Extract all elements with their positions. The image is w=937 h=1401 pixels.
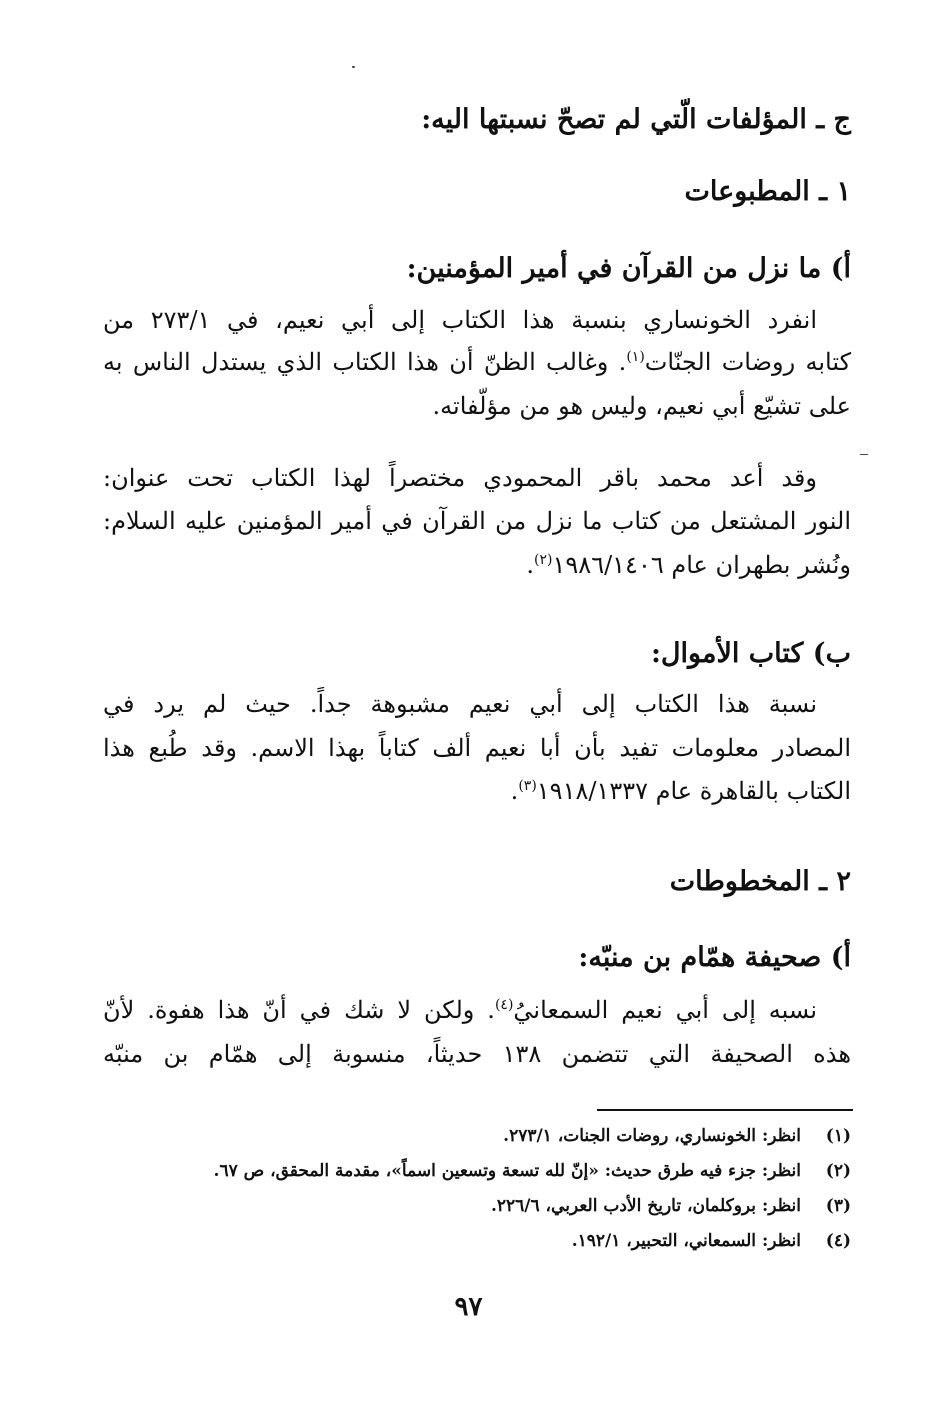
footnote-1 bbox=[503, 1126, 851, 1146]
scan-speck bbox=[352, 66, 355, 68]
footnote-text: انظر: السمعاني، التحبير، ١٩٢/١. bbox=[571, 1231, 801, 1251]
paragraph-1-line-1: انفرد الخونساري بنسبة هذا الكتاب إلى أبي نعيم، في ٢٧٣/١ من bbox=[103, 306, 817, 334]
footnote-number: (٣) bbox=[825, 1196, 851, 1216]
paragraph-3-line-3 bbox=[103, 777, 851, 806]
paragraph-1-line-3: على تشيّع أبي نعيم، وليس هو من مؤلّفاته. bbox=[432, 392, 851, 420]
paragraph-3-line-3-end: . bbox=[510, 777, 519, 805]
item-b-heading: ب) كتاب الأموال: bbox=[650, 638, 851, 669]
footnote-4 bbox=[572, 1231, 851, 1251]
item-a2-heading: أ) صحيفة همّام بن منبّه: bbox=[578, 942, 851, 973]
paragraph-4-line-1-text-b: . ولكن لا شك في أنّ هذا هفوة. لأنّ bbox=[103, 996, 495, 1024]
item-a1-heading: أ) ما نزل من القرآن في أمير المؤمنين: bbox=[406, 253, 851, 284]
paragraph-3-line-3-text: الكتاب بالقاهرة عام ١٩١٨/١٣٣٧ bbox=[536, 777, 851, 805]
paragraph-1-line-2-text-b: . وغالب الظنّ أن هذا الكتاب الذي يستدل الناس به bbox=[103, 348, 627, 376]
paragraph-3-line-2: المصادر معلومات تفيد بأن أبا نعيم ألف كتاباً بهذا الاسم. وقد طُبع هذا bbox=[103, 734, 851, 762]
footnote-2 bbox=[214, 1161, 851, 1181]
paragraph-3-line-1: نسبة هذا الكتاب إلى أبي نعيم مشبوهة جداً. حيث لم يرد في bbox=[103, 690, 817, 718]
footnote-ref-1[interactable]: (١) bbox=[626, 349, 645, 365]
paragraph-4-line-1 bbox=[103, 996, 851, 1025]
footnote-text: انظر: الخونساري، روضات الجنات، ٢٧٣/١. bbox=[503, 1126, 801, 1146]
paragraph-2-line-3 bbox=[103, 551, 851, 580]
footnote-ref-4[interactable]: (٤) bbox=[494, 997, 514, 1013]
section-c-heading: ج ـ المؤلفات الّتي لم تصحّ نسبتها اليه: bbox=[421, 104, 851, 135]
footnote-ref-3[interactable]: (٣) bbox=[518, 778, 537, 794]
manuscripts-heading: ٢ ـ المخطوطات bbox=[669, 866, 851, 897]
paragraph-1-line-2-text-a: كتابه روضات الجنّات bbox=[644, 348, 851, 376]
footnote-number: (١) bbox=[825, 1126, 851, 1146]
footnote-number: (٤) bbox=[825, 1231, 851, 1251]
footnote-separator bbox=[597, 1109, 853, 1111]
paragraph-2-line-3-end: . bbox=[526, 551, 535, 579]
footnote-number: (٢) bbox=[825, 1161, 851, 1181]
paragraph-2-line-1: وقد أعد محمد باقر المحمودي مختصراً لهذا الكتاب تحت عنوان: bbox=[103, 464, 817, 492]
paragraph-2-line-2: النور المشتعل من كتاب ما نزل من القرآن في أمير المؤمنين عليه السلام: bbox=[103, 507, 851, 535]
page-number: ٩٧ bbox=[454, 1292, 483, 1322]
paragraph-1-line-2 bbox=[103, 348, 851, 377]
footnote-text: انظر: جزء فيه طرق حديث: «إنّ لله تسعة وتسعين اسماً»، مقدمة المحقق، ص ٦٧. bbox=[213, 1161, 801, 1181]
printed-works-heading: ١ ـ المطبوعات bbox=[684, 176, 851, 207]
footnote-ref-2[interactable]: (٢) bbox=[534, 552, 553, 568]
paragraph-2-line-3-text: ونُشر بطهران عام ١٩٨٦/١٤٠٦ bbox=[552, 551, 851, 579]
scan-speck bbox=[860, 454, 868, 455]
paragraph-4-line-1-text-a: نسبه إلى أبي نعيم السمعانيُ bbox=[513, 996, 817, 1024]
footnote-text: انظر: بروكلمان، تاريخ الأدب العربي، ٢٢٦/٦. bbox=[490, 1196, 801, 1216]
paragraph-4-line-2: هذه الصحيفة التي تتضمن ١٣٨ حديثاً، منسوبة إلى همّام بن منبّه bbox=[103, 1040, 852, 1068]
footnote-3 bbox=[491, 1196, 851, 1216]
